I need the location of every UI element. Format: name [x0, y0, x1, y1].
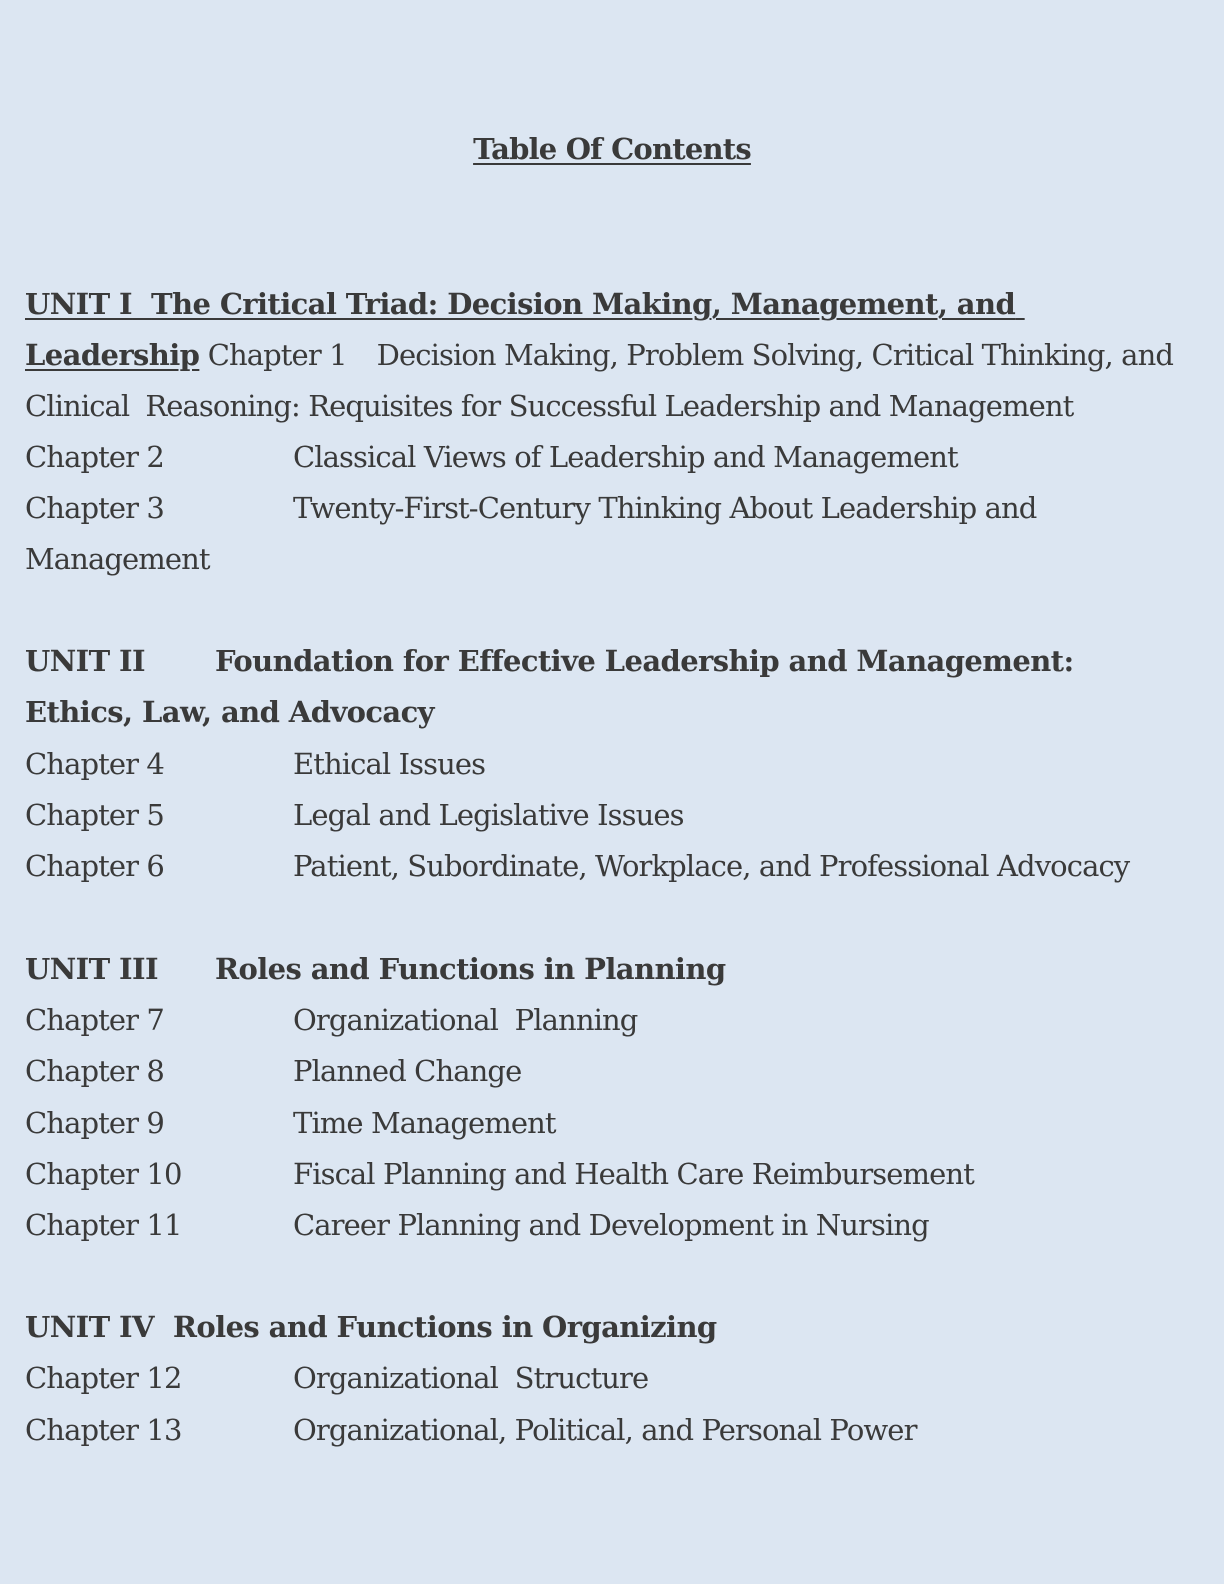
chapter-number: Chapter 10	[25, 1157, 182, 1191]
chapter-row	[25, 848, 1129, 884]
chapter-title: Time Management	[293, 1106, 556, 1140]
chapter-row	[25, 1053, 521, 1089]
unit-title: The Critical Triad: Decision Making, Management, and	[151, 287, 1016, 321]
chapter-row	[25, 1207, 929, 1243]
chapter-title-continued	[25, 541, 210, 577]
chapter-title: Ethical Issues	[293, 747, 486, 781]
chapter-row	[25, 746, 485, 782]
unit-heading-1	[25, 286, 1025, 322]
chapter-row	[25, 1002, 637, 1038]
unit-label: UNIT IV	[25, 1310, 154, 1344]
unit-title: Roles and Functions in Planning	[215, 952, 726, 986]
chapter-title: Fiscal Planning and Health Care Reimbursement	[293, 1157, 974, 1191]
chapter-number: Chapter 3	[25, 491, 164, 525]
chapter-number: Chapter 4	[25, 747, 164, 781]
page-title: Table Of Contents	[473, 132, 751, 166]
chapter-title: Twenty-First-Century Thinking About Leadership and	[293, 491, 1037, 525]
chapter-title: Career Planning and Development in Nursing	[293, 1208, 929, 1242]
chapter-title: Planned Change	[293, 1054, 522, 1088]
chapter-number: Chapter 5	[25, 798, 164, 832]
unit-heading-2	[25, 643, 1074, 679]
chapter-number: Chapter 7	[25, 1003, 164, 1037]
chapter-title: Organizational, Political, and Personal Power	[293, 1413, 917, 1447]
chapter-number: Chapter 13	[25, 1413, 182, 1447]
unit-heading-2-continued	[25, 694, 434, 730]
chapter-number: Chapter 6	[25, 849, 164, 883]
chapter-row	[25, 797, 684, 833]
chapter-row	[25, 490, 1036, 526]
chapter-number: Chapter 8	[25, 1054, 164, 1088]
unit-heading-3	[25, 951, 726, 987]
chapter-title-part: Clinical	[25, 389, 130, 423]
chapter-title-part: Reasoning: Requisites for Successful Leadership and Management	[145, 389, 1074, 423]
unit-heading-1-continued	[25, 337, 1173, 373]
unit-heading-4	[25, 1309, 717, 1345]
unit-title: Foundation for Effective Leadership and Management:	[215, 644, 1074, 678]
chapter-row	[25, 1360, 648, 1396]
chapter-row	[25, 1156, 974, 1192]
unit-label: UNIT II	[25, 644, 145, 678]
chapter-title: Legal and Legislative Issues	[293, 798, 684, 832]
chapter-title: Organizational Structure	[293, 1361, 649, 1395]
chapter-row	[25, 439, 958, 475]
chapter-title-continued	[25, 388, 1073, 424]
chapter-number: Chapter 2	[25, 440, 164, 474]
chapter-title-part: Management	[25, 542, 210, 576]
unit-title-continued: Leadership	[25, 338, 200, 372]
unit-label: UNIT I	[25, 287, 133, 321]
unit-title: Roles and Functions in Organizing	[172, 1310, 717, 1344]
chapter-title: Decision Making, Problem Solving, Critical Thinking, and	[376, 338, 1174, 372]
chapter-number: Chapter 9	[25, 1106, 164, 1140]
chapter-row	[25, 1105, 556, 1141]
chapter-number: Chapter 11	[25, 1208, 182, 1242]
chapter-title: Organizational Planning	[293, 1003, 638, 1037]
chapter-row	[25, 1412, 917, 1448]
chapter-number: Chapter 12	[25, 1361, 182, 1395]
chapter-title: Patient, Subordinate, Workplace, and Professional Advocacy	[293, 849, 1130, 883]
chapter-title: Classical Views of Leadership and Management	[293, 440, 958, 474]
chapter-number: Chapter 1	[207, 338, 347, 372]
unit-label: UNIT III	[25, 952, 158, 986]
unit-title-continued: Ethics, Law, and Advocacy	[25, 695, 434, 729]
